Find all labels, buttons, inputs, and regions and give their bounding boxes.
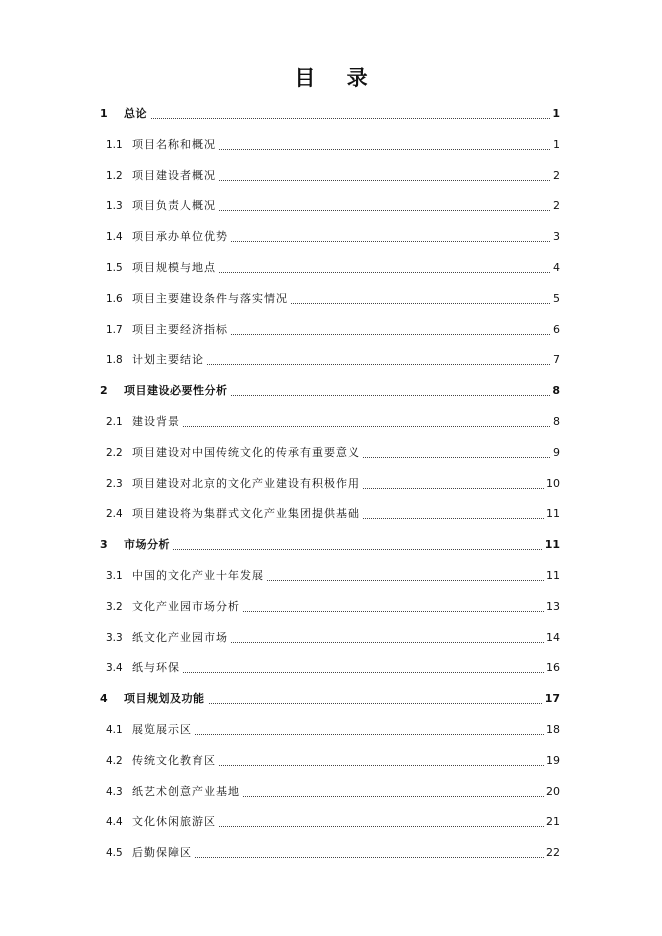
toc-entry-number: 4.5 — [106, 847, 123, 860]
toc-entry-number: 4.1 — [106, 724, 123, 736]
toc-section-entry[interactable] — [0, 349, 662, 371]
toc-entry-number: 1.1 — [106, 138, 123, 151]
toc-entry-label: 中国的文化产业十年发展 — [132, 565, 267, 587]
toc-page-number: 3 — [551, 226, 560, 248]
toc-entry-label: 纸文化产业园市场 — [132, 627, 231, 649]
toc-entry-number: 2.1 — [106, 416, 123, 428]
toc-chapter-entry[interactable] — [0, 380, 662, 402]
toc-entry-label: 项目建设对中国传统文化的传承有重要意义 — [132, 442, 363, 464]
toc-title: 目 录 — [294, 66, 380, 90]
toc-section-entry[interactable] — [0, 257, 662, 279]
toc-section-entry[interactable] — [0, 781, 662, 803]
toc-entry-number: 1.3 — [106, 200, 123, 213]
toc-page-number: 1 — [551, 134, 560, 156]
toc-section-entry[interactable] — [0, 503, 662, 525]
toc-page-number: 7 — [551, 349, 560, 371]
toc-section-entry[interactable] — [0, 657, 662, 679]
toc-page-number: 8 — [550, 380, 560, 402]
toc-entry-number: 3.4 — [106, 662, 123, 675]
toc-entry-label: 项目建设者概况 — [132, 165, 219, 187]
toc-page-number: 18 — [544, 719, 560, 741]
toc-entry-label: 项目建设对北京的文化产业建设有积极作用 — [132, 473, 363, 495]
toc-section-entry[interactable] — [0, 750, 662, 772]
toc-section-entry[interactable] — [0, 627, 662, 649]
toc-entry-label: 项目负责人概况 — [132, 195, 219, 217]
toc-section-entry[interactable] — [0, 134, 662, 156]
toc-entry-label: 文化休闲旅游区 — [132, 811, 219, 833]
toc-page-number: 11 — [544, 565, 560, 587]
toc-entry-number: 1.8 — [106, 354, 123, 367]
toc-entry-label: 总论 — [124, 103, 150, 125]
toc-entry-number: 3.3 — [106, 631, 123, 644]
toc-entry-label: 纸艺术创意产业基地 — [132, 781, 243, 803]
toc-entry-number: 3.2 — [106, 600, 123, 613]
toc-entry-number: 1.5 — [106, 262, 123, 274]
toc-page-number: 11 — [544, 503, 560, 525]
toc-page-number: 10 — [544, 473, 560, 495]
toc-entry-label: 文化产业园市场分析 — [132, 596, 243, 618]
toc-page-number: 19 — [544, 750, 560, 772]
toc-entry-number: 4 — [100, 692, 108, 706]
toc-section-entry[interactable] — [0, 319, 662, 341]
toc-section-entry[interactable] — [0, 811, 662, 833]
toc-entry-label: 项目规模与地点 — [132, 257, 219, 279]
toc-entry-label: 项目主要经济指标 — [132, 319, 231, 341]
toc-entry-number: 2.4 — [106, 508, 123, 521]
toc-section-entry[interactable] — [0, 596, 662, 618]
toc-entry-number: 4.3 — [106, 785, 123, 798]
toc-section-entry[interactable] — [0, 165, 662, 187]
toc-page-number: 16 — [544, 657, 560, 679]
toc-entry-label: 项目承办单位优势 — [132, 226, 231, 248]
toc-entry-label: 传统文化教育区 — [132, 750, 219, 772]
toc-chapter-entry[interactable] — [0, 534, 662, 556]
toc-dot-leader — [132, 734, 558, 735]
toc-page-number: 2 — [551, 195, 560, 217]
toc-entry-label: 市场分析 — [124, 534, 173, 556]
toc-entry-number: 3.1 — [106, 570, 123, 582]
toc-dot-leader — [132, 857, 558, 858]
toc-page-number: 9 — [551, 442, 560, 464]
toc-page-number: 6 — [551, 319, 560, 341]
toc-page-number: 13 — [544, 596, 560, 618]
toc-page-number: 20 — [544, 781, 560, 803]
toc-page-number: 8 — [551, 411, 560, 433]
toc-section-entry[interactable] — [0, 473, 662, 495]
toc-section-entry[interactable] — [0, 442, 662, 464]
toc-entry-number: 1.6 — [106, 292, 123, 305]
toc-page-number: 22 — [544, 842, 560, 864]
toc-page-number: 1 — [550, 103, 560, 125]
toc-chapter-entry[interactable] — [0, 688, 662, 710]
toc-section-entry[interactable] — [0, 411, 662, 433]
toc-entry-number: 2.3 — [106, 477, 123, 490]
toc-entry-label: 项目规划及功能 — [124, 688, 208, 710]
toc-entry-number: 1.4 — [106, 231, 123, 244]
toc-page-number: 5 — [551, 288, 560, 310]
toc-section-entry[interactable] — [0, 842, 662, 864]
toc-section-entry[interactable] — [0, 195, 662, 217]
toc-entry-label: 项目主要建设条件与落实情况 — [132, 288, 291, 310]
toc-page-number: 2 — [551, 165, 560, 187]
toc-dot-leader — [132, 672, 558, 673]
toc-chapter-entry[interactable] — [0, 103, 662, 125]
toc-page-number: 4 — [551, 257, 560, 279]
toc-entry-number: 2.2 — [106, 446, 123, 459]
toc-entry-number: 3 — [100, 538, 108, 552]
toc-dot-leader — [124, 549, 558, 550]
toc-entry-number: 2 — [100, 384, 108, 398]
toc-entry-label: 展览展示区 — [132, 719, 195, 741]
toc-section-entry[interactable] — [0, 288, 662, 310]
toc-entry-label: 项目建设将为集群式文化产业集团提供基础 — [132, 503, 363, 525]
toc-entry-label: 后勤保障区 — [132, 842, 195, 864]
toc-section-entry[interactable] — [0, 565, 662, 587]
toc-entry-number: 4.4 — [106, 816, 123, 829]
toc-section-entry[interactable] — [0, 226, 662, 248]
toc-dot-leader — [124, 118, 558, 119]
toc-page-number: 17 — [543, 688, 560, 710]
toc-entry-label: 项目名称和概况 — [132, 134, 219, 156]
toc-entry-label: 计划主要结论 — [132, 349, 207, 371]
toc-entry-label: 项目建设必要性分析 — [124, 380, 231, 402]
toc-section-entry[interactable] — [0, 719, 662, 741]
toc-entry-number: 1 — [100, 107, 108, 120]
toc-entry-number: 4.2 — [106, 754, 123, 767]
toc-entry-number: 1.7 — [106, 323, 123, 336]
toc-page-number: 14 — [544, 627, 560, 649]
toc-entry-label: 纸与环保 — [132, 657, 183, 679]
toc-page-number: 21 — [544, 811, 560, 833]
toc-entry-number: 1.2 — [106, 169, 123, 182]
toc-page-number: 11 — [543, 534, 560, 556]
toc-entry-label: 建设背景 — [132, 411, 183, 433]
toc-dot-leader — [132, 426, 558, 427]
